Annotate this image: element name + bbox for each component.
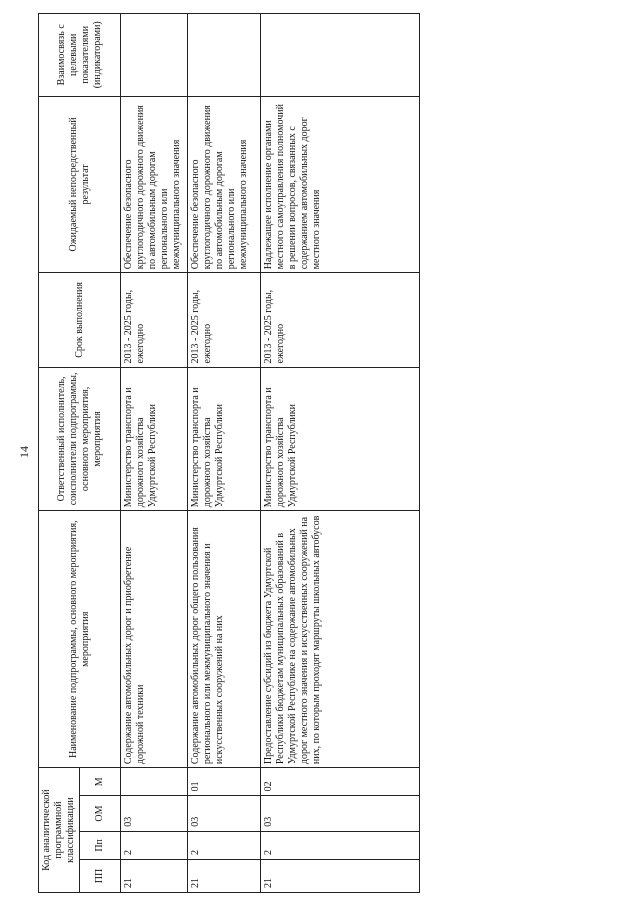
cell-result: Обеспечение безопасного круглогодичного дорожного движения по автомобильным дорогам регионального или межмуниципального значения xyxy=(188,96,261,273)
cell-result: Надлежащее исполнение органами местного самоуправления полномочий в решении вопросов, связанных с содержанием автомобильных дорог местного значения xyxy=(261,96,420,273)
cell-pp: 21 xyxy=(261,860,420,893)
header-pn: Пп xyxy=(80,831,121,859)
cell-pn: 2 xyxy=(261,831,420,859)
table-row xyxy=(121,14,188,893)
cell-m xyxy=(121,768,188,796)
header-executor: Ответственный исполнитель, соисполнители подпрограммы, основного мероприятия, мероприятия xyxy=(39,367,121,511)
cell-pp: 21 xyxy=(121,860,188,893)
cell-pp: 21 xyxy=(188,860,261,893)
cell-executor: Министерство транспорта и дорожного хозяйства Удмуртской Республики xyxy=(121,367,188,511)
cell-pn: 2 xyxy=(121,831,188,859)
header-link: Взаимосвязь с целевыми показателями (индикаторами) xyxy=(39,14,121,97)
page-number: 14 xyxy=(17,446,31,458)
cell-executor: Министерство транспорта и дорожного хозяйства Удмуртской Республики xyxy=(261,367,420,511)
cell-link xyxy=(261,14,420,97)
table-row xyxy=(261,14,420,893)
header-om: ОМ xyxy=(80,796,121,831)
cell-pn: 2 xyxy=(188,831,261,859)
cell-om: 03 xyxy=(188,796,261,831)
cell-term: 2013 - 2025 годы, ежегодно xyxy=(261,273,420,367)
header-name: Наименование подпрограммы, основного мероприятия, мероприятия xyxy=(39,511,121,768)
table-header-row xyxy=(39,14,80,893)
cell-m: 01 xyxy=(188,768,261,796)
header-term: Срок выполнения xyxy=(39,273,121,367)
cell-name: Содержание автомобильных дорог общего пользования регионального или межмуниципального значения и искусственных сооружений на них xyxy=(188,511,261,768)
cell-link xyxy=(121,14,188,97)
program-table xyxy=(38,13,420,893)
cell-executor: Министерство транспорта и дорожного хозяйства Удмуртской Республики xyxy=(188,367,261,511)
cell-result: Обеспечение безопасного круглогодичного дорожного движения по автомобильным дорогам регионального или межмуниципального значения xyxy=(121,96,188,273)
cell-name: Предоставление субсидий из бюджета Удмуртской Республики бюджетам муниципальных образований в Удмуртской Республике на содержание автомобильных дорог местного значения и искусственных сооружений на них, по которым проходят маршруты школьных автобусов xyxy=(261,511,420,768)
cell-om: 03 xyxy=(121,796,188,831)
cell-link xyxy=(188,14,261,97)
header-m: М xyxy=(80,768,121,796)
cell-name: Содержание автомобильных дорог и приобретение дорожной техники xyxy=(121,511,188,768)
header-code-group: Код аналитической программной классификации xyxy=(39,768,80,893)
table-row xyxy=(188,14,261,893)
cell-term: 2013 - 2025 годы, ежегодно xyxy=(188,273,261,367)
header-pp: ПП xyxy=(80,860,121,893)
cell-om: 03 xyxy=(261,796,420,831)
cell-m: 02 xyxy=(261,768,420,796)
cell-term: 2013 - 2025 годы, ежегодно xyxy=(121,273,188,367)
header-result: Ожидаемый непосредственный результат xyxy=(39,96,121,273)
